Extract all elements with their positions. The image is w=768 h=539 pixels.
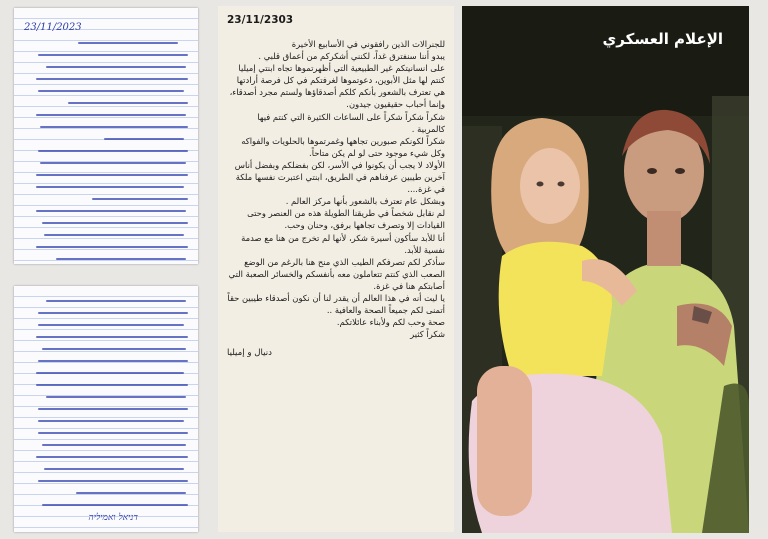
letter-paragraph: شكراً شكراً شكراً على الساعات الكثيرة التي كنتم فيها كالمربية . [257,111,445,134]
letter-paragraph: شكراً كثير [410,329,445,340]
letter-paragraph: الأولاد لا يجب أن يكونوا في الأسر، لكن بفضلكم وبفضل أناس آخرين طيبين عرفناهم في الطريق، ابنتي اعتبرت نفسها ملكة في غزة.... [234,159,445,195]
letter-date: 23/11/2303 [227,14,294,26]
letter-paragraph: صحة وحب لكم ولأبناء عائلاتكم. [336,317,445,328]
letter-paragraph: هي تعترف بالشعور بأنكم كلكم أصدقاؤها ولستم مجرد أصدقاء، وإنما أحباب حقيقيون جيدون. [229,87,445,110]
letter-paragraph: يا ليت أنه في هذا العالم أن يقدر لنا أن نكون أصدقاء طيبين حقاً [227,292,445,303]
photo-panel [462,6,749,533]
letter-paragraph: أتمنى لكم جميعاً الصحة والعافية .. [326,305,445,316]
letter-paragraph: سأذكر لكم تصرفكم الطيب الذي منح هنا بالرغم من الوضع الصعب الذي كنتم تتعاملون معه بأنفسكم والخسائر الصعبة التي أصابتكم هنا في غزة. [228,256,445,291]
letter-paragraph: على انسانيتكم غير الطبيعية التي أظهرتموها تجاه ابنتي إميليا [238,63,445,74]
letter-paragraph: شكراً لكونكم صبورين تجاهها وغمرتموها بالحلويات والفواكه وكل شيء موجود حتى لو لم يكن متاحاً. [241,135,445,158]
letter-paragraph: لم نقابل شخصاً في طريقنا الطويلة هذه من العنصر وحتى القيادات إلا وتصرف تجاهها برفق، وحنان وحب. [247,208,445,231]
watermark-logo: الإعلام العسكري [602,30,723,48]
photo-illustration [462,6,749,533]
letter-body [227,38,445,340]
arabic-letter [218,6,454,532]
note-signature: דניאל ואמיליה [88,513,138,523]
letter-paragraph: وبشكل عام تعترف بالشعور بأنها مركز العالم . [285,196,445,207]
letter-paragraph: يبدو أننا سنفترق غداً، لكنني أشكركم من أعماق قلبي . [258,51,445,62]
handwritten-note-bottom [14,286,198,532]
letter-signature: دنيال و إميليا [227,348,272,359]
handwritten-note-top [14,8,198,264]
letter-paragraph: أنا للأبد سأكون أسيرة شكر، لأنها لم تخرج من هنا مع صدمة نفسية للأبد. [241,232,445,255]
letter-paragraph: كنتم لها مثل الأبوين، دعوتموها لغرفتكم في كل فرصة أرادتها [236,75,445,86]
letter-paragraph: للجنرالات الذين رافقوني في الأسابيع الأخيرة [291,39,445,49]
note-date: 23/11/2023 [24,22,82,33]
